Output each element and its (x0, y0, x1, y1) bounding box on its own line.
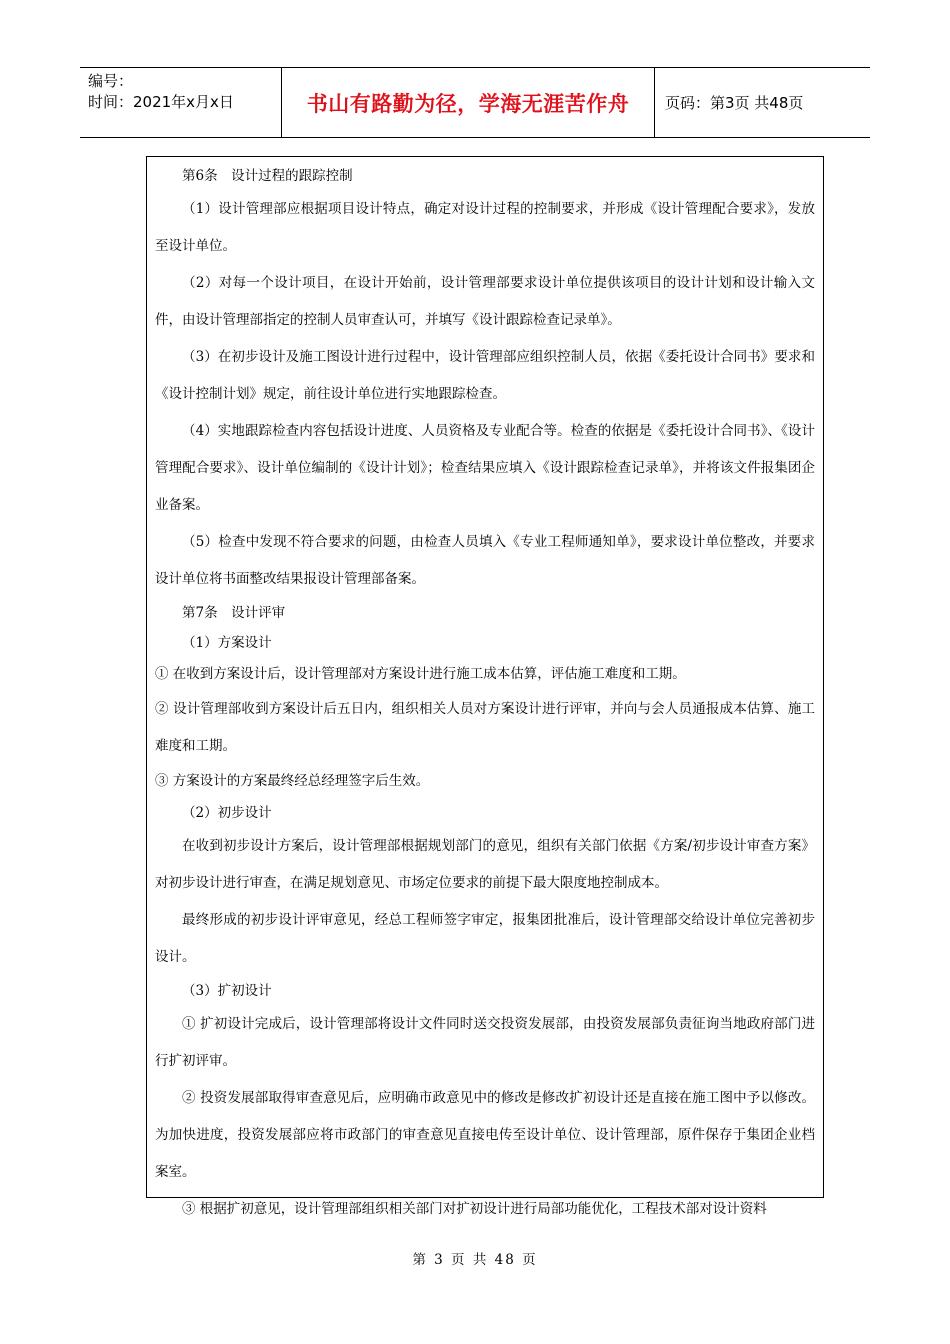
paragraph: （4）实地跟踪检查内容包括设计进度、人员资格及专业配合等。检查的依据是《委托设计合同书》、《设计管理配合要求》、设计单位编制的《设计计划》；检查结果应填入《设计跟踪检查记录单》，并将该文件报集团企业备案。 (155, 423, 815, 513)
paragraph: （3）在初步设计及施工图设计进行过程中，设计管理部应组织控制人员，依据《委托设计合同书》要求和《设计控制计划》规定，前往设计单位进行实地跟踪检查。 (155, 349, 815, 402)
paragraph: ① 在收到方案设计后，设计管理部对方案设计进行施工成本估算，评估施工难度和工期。 (155, 666, 686, 682)
header-page-cell (655, 68, 870, 137)
doc-number-label: 编号： (88, 72, 134, 90)
paragraph: （2）对每一个设计项目，在设计开始前，设计管理部要求设计单位提供该项目的设计计划和设计输入文件，由设计管理部指定的控制人员审查认可，并填写《设计跟踪检查记录单》。 (155, 275, 815, 328)
header-meta-cell (80, 68, 282, 137)
doc-time-label: 时间：2021年x月x日 (88, 93, 234, 111)
header-motto: 书山有路勤为径，学海无涯苦作舟 (306, 91, 630, 116)
paragraph: （5）检查中发现不符合要求的问题，由检查人员填入《专业工程师通知单》，要求设计单位整改，并要求设计单位将书面整改结果报设计管理部备案。 (155, 534, 815, 587)
paragraph: ③ 根据扩初意见，设计管理部组织相关部门对扩初设计进行局部功能优化，工程技术部对设计资料 (182, 1201, 767, 1217)
paragraph: ② 投资发展部取得审查意见后，应明确市政意见中的修改是修改扩初设计还是直接在施工图中予以修改。为加快进度，投资发展部应将市政部门的审查意见直接电传至设计单位、设计管理部，原件保存于集团企业档案室。 (155, 1090, 815, 1180)
page-footer: 第 3 页 共 48 页 (412, 1252, 538, 1268)
paragraph: （2）初步设计 (182, 805, 272, 821)
paragraph: 第7条 设计评审 (182, 605, 286, 621)
header-page-label: 页码：第3页 共48页 (665, 94, 804, 112)
paragraph: （1）设计管理部应根据项目设计特点，确定对设计过程的控制要求，并形成《设计管理配合要求》，发放至设计单位。 (155, 201, 815, 254)
paragraph: 在收到初步设计方案后，设计管理部根据规划部门的意见，组织有关部门依据《方案/初步设计审查方案》对初步设计进行审查，在满足规划意见、市场定位要求的前提下最大限度地控制成本。 (155, 838, 815, 891)
paragraph: 第6条 设计过程的跟踪控制 (182, 168, 353, 184)
header-motto-cell (282, 68, 655, 137)
paragraph: （3）扩初设计 (182, 983, 272, 999)
paragraph: （1）方案设计 (182, 635, 272, 651)
document-header (80, 67, 870, 138)
paragraph: ① 扩初设计完成后，设计管理部将设计文件同时送交投资发展部，由投资发展部负责征询当地政府部门进行扩初评审。 (155, 1016, 815, 1069)
paragraph: 最终形成的初步设计评审意见，经总工程师签字审定，报集团批准后，设计管理部交给设计单位完善初步设计。 (155, 912, 815, 965)
paragraph: ③ 方案设计的方案最终经总经理签字后生效。 (155, 773, 430, 789)
content-frame (146, 156, 824, 1217)
content-body (147, 157, 823, 1228)
paragraph: ② 设计管理部收到方案设计后五日内，组织相关人员对方案设计进行评审，并向与会人员通报成本估算、施工难度和工期。 (155, 701, 815, 754)
